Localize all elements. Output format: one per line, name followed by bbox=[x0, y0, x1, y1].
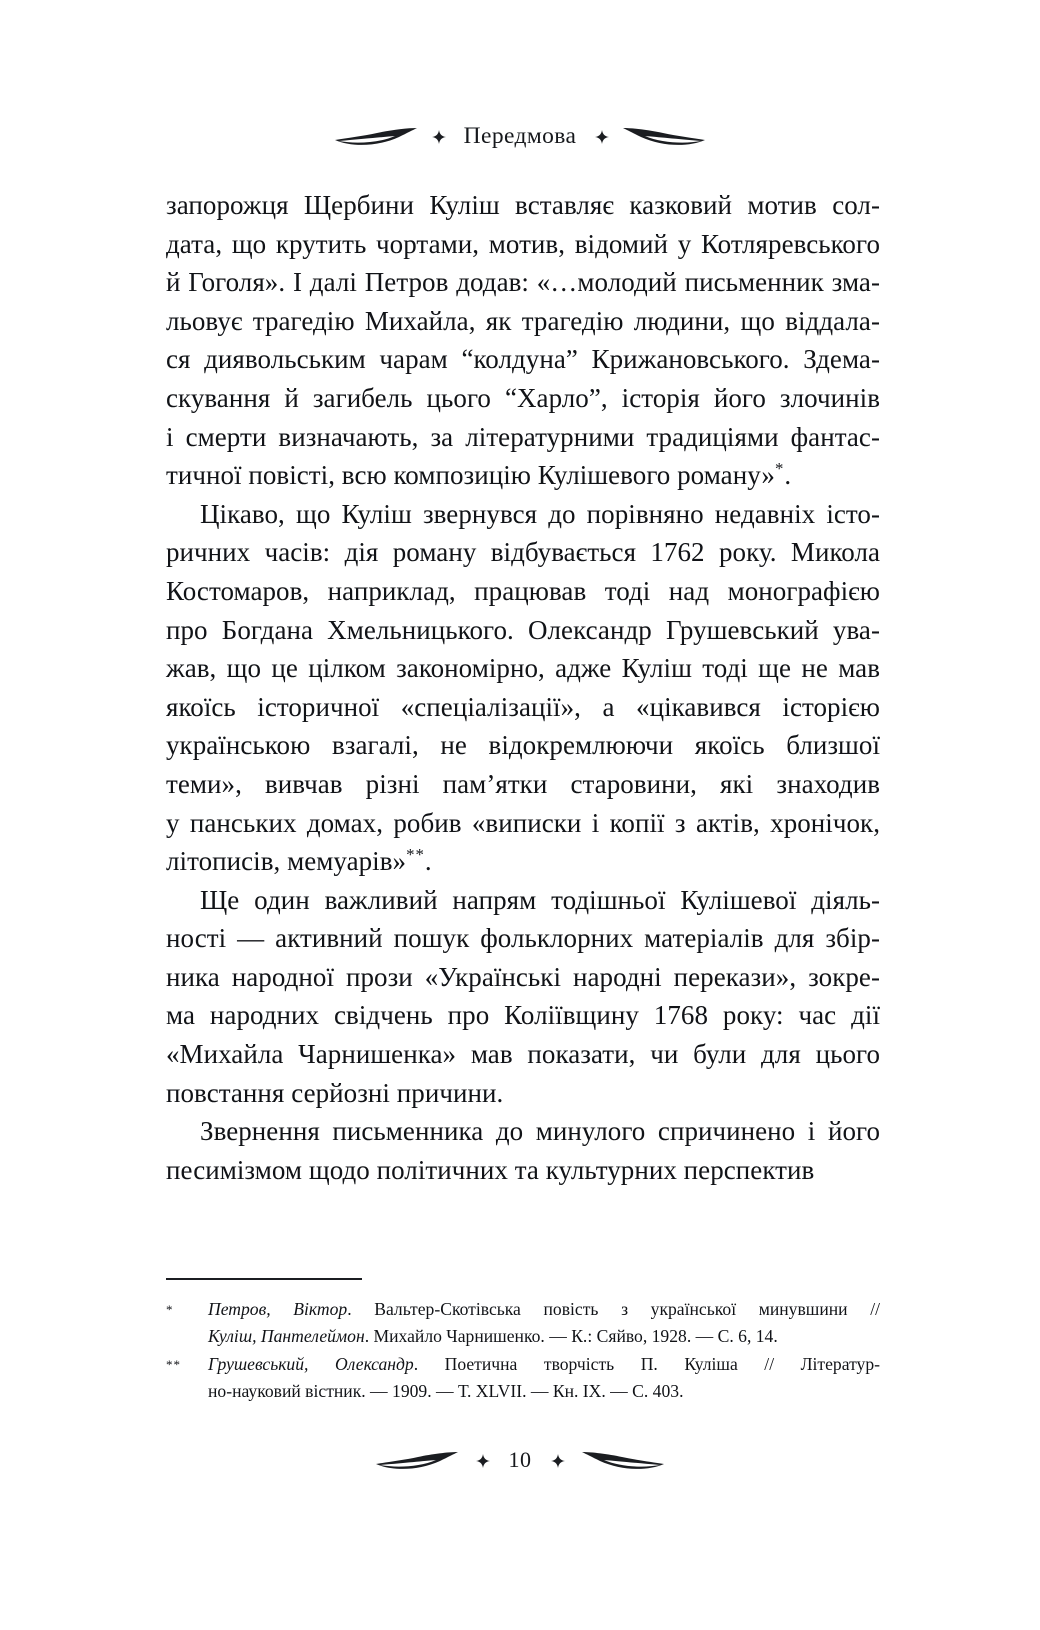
diamond-bullet-left bbox=[432, 130, 445, 143]
body-content bbox=[166, 186, 880, 1189]
footnote-line: Куліш, Пантелеймон. Михайло Чарнишенко. — К.: Сяйво, 1928. — С. 6, 14. bbox=[208, 1325, 778, 1346]
text-line: ричних часів: дія роману відбувається 1762 року. Микола bbox=[166, 537, 880, 568]
text-line: Цікаво, що Куліш звернувся до порівняно недавніх істо- bbox=[200, 498, 880, 529]
text-line: теми», вивчав різні пам’ятки старовини, які знаходив bbox=[166, 768, 880, 799]
page-number: 10 bbox=[508, 1447, 532, 1472]
text-line: песимізмом щодо політичних та культурних перспектив bbox=[166, 1154, 815, 1185]
text-line: дата, що крутить чортами, мотив, відомий у Котляревського bbox=[166, 228, 880, 259]
text-line: льовує трагедію Михайла, як трагедію людини, що віддала- bbox=[166, 305, 880, 336]
footer-leaf-ornament-left bbox=[374, 1447, 460, 1473]
text-line: літописів, мемуарів»**. bbox=[166, 845, 432, 877]
page-title: Передмова bbox=[463, 122, 577, 149]
footnote-line: Петров, Віктор. Вальтер-Скотівська повість з української минувшини // bbox=[208, 1299, 880, 1319]
footnote-item-1 bbox=[166, 1296, 880, 1349]
paragraph-2 bbox=[166, 495, 880, 881]
text-line: Звернення письменника до минулого спричинено і його bbox=[200, 1116, 880, 1147]
diamond-bullet-right bbox=[595, 130, 608, 143]
footnote-reference[interactable]: * bbox=[774, 459, 785, 479]
running-head bbox=[0, 112, 1040, 160]
text-line: ності — активний пошук фольклорних матеріалів для збір- bbox=[166, 923, 880, 954]
text-line: повстання серйозні причини. bbox=[166, 1077, 504, 1108]
text-line: ся диявольським чарам “колдуна” Крижановського. Здема- bbox=[166, 344, 880, 375]
footnote-section bbox=[166, 1278, 880, 1406]
leaf-ornament-left bbox=[333, 123, 419, 149]
footnote-item-2 bbox=[166, 1351, 880, 1404]
footnote-line: Грушевський, Олександр. Поетична творчість П. Куліша // Літератур- bbox=[208, 1354, 880, 1375]
footnote-author: Грушевський, Олександр bbox=[208, 1354, 414, 1375]
text-line: про Богдана Хмельницького. Олександр Грушевський ува- bbox=[166, 614, 880, 645]
footnote-marker-1: * bbox=[166, 1302, 174, 1317]
footnote-body-1 bbox=[208, 1296, 880, 1349]
text-line: у панських домах, робив «виписки і копії з актів, хронічок, bbox=[166, 807, 880, 838]
footnote-marker-2: ** bbox=[166, 1357, 181, 1373]
paragraph-3 bbox=[166, 881, 880, 1113]
text-line: запорожця Щербини Куліш вставляє казковий мотив сол- bbox=[166, 190, 880, 220]
text-line: якоїсь історичної «спеціалізації», а «цікавився історією bbox=[166, 691, 880, 722]
text-line: жав, що це цілком закономірно, адже Куліш тоді ще не мав bbox=[166, 653, 880, 684]
text-line: ника народної прози «Українські народні перекази», зокре- bbox=[166, 961, 880, 992]
footnote-body-2 bbox=[208, 1351, 880, 1404]
text-line: Костомаров, наприклад, працював тоді над монографією bbox=[166, 575, 880, 606]
text-line: скування й загибель цього “Харло”, історія його злочинів bbox=[166, 382, 880, 413]
text-line: й Гоголя». І далі Петров додав: «…молодий письменник зма- bbox=[166, 267, 880, 298]
footer-leaf-ornament-right bbox=[580, 1447, 666, 1473]
footnote-reference[interactable]: ** bbox=[406, 845, 425, 865]
text-line: українською взагалі, не відокремлюючи якоїсь близшої bbox=[166, 730, 880, 761]
footnote-author: Куліш, Пантелеймон bbox=[208, 1325, 365, 1346]
text-line: Ще один важливий напрям тодішньої Кулішевої діяль- bbox=[200, 884, 880, 915]
text-line: ма народних свідчень про Коліївщину 1768 року: час дії bbox=[166, 1000, 880, 1031]
text-line: і смерти визначають, за літературними традиціями фантас- bbox=[166, 421, 880, 452]
page-footer bbox=[0, 1438, 1040, 1482]
footnote-line: но-науковий вістник. — 1909. — Т. XLVII. — Кн. IX. — С. 403. bbox=[208, 1380, 684, 1401]
footer-diamond-bullet-right bbox=[551, 1454, 564, 1467]
paragraph-4 bbox=[166, 1112, 880, 1189]
paragraph-1 bbox=[166, 186, 880, 495]
text-line: тичної повісті, всю композицію Кулішевого роману»*. bbox=[166, 459, 792, 491]
leaf-ornament-right bbox=[621, 123, 707, 149]
footnote-author: Петров, Віктор bbox=[208, 1299, 348, 1319]
text-line: «Михайла Чарнишенка» мав показати, чи були для цього bbox=[166, 1039, 880, 1070]
footnote-separator bbox=[166, 1278, 362, 1280]
footer-diamond-bullet-left bbox=[476, 1454, 489, 1467]
